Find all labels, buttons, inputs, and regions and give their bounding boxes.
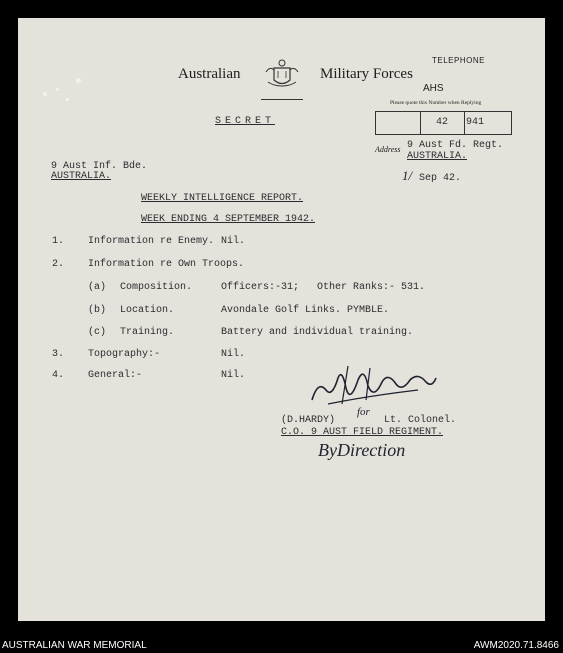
item-label: Information re Enemy.	[88, 236, 215, 247]
recipient-line-1: 9 Aust Inf. Bde.	[51, 161, 148, 172]
reference-number-box	[375, 111, 512, 135]
coat-of-arms-icon	[262, 58, 302, 95]
letterhead-left: Australian	[178, 66, 241, 82]
reply-note: Please quote this Number when Replying	[390, 100, 482, 106]
subitem-letter: (b)	[88, 305, 107, 316]
address-line-1: 9 Aust Fd. Regt.	[407, 140, 504, 151]
date-rest: Sep 42.	[419, 173, 462, 184]
item-label: General:-	[88, 370, 143, 381]
date-day-handwritten: 1/	[402, 168, 413, 183]
telephone-label: TELEPHONE	[432, 56, 485, 65]
signatory-rank: Lt. Colonel.	[384, 415, 457, 426]
subitem-value: Officers:-31; Other Ranks:- 531.	[221, 282, 426, 293]
classification: SECRET	[215, 116, 276, 127]
reference-number: 42	[436, 117, 449, 128]
address-line-2: AUSTRALIA.	[407, 151, 468, 162]
letterhead-rule	[261, 99, 303, 100]
punch-hole	[76, 78, 81, 83]
punch-hole	[66, 98, 69, 101]
item-number: 1.	[52, 236, 65, 247]
for-handwritten: for	[357, 406, 370, 418]
archive-reference: AWM2020.71.8466	[473, 640, 559, 651]
item-number: 4.	[52, 370, 65, 381]
item-value: Nil.	[221, 349, 246, 360]
archive-credit: AUSTRALIAN WAR MEMORIAL	[2, 640, 147, 651]
signatory-name: (D.HARDY)	[281, 415, 336, 426]
item-number: 2.	[52, 259, 65, 270]
report-title: WEEKLY INTELLIGENCE REPORT.	[141, 193, 304, 204]
subitem-letter: (c)	[88, 327, 107, 338]
punch-hole	[43, 92, 47, 96]
telephone-value: AHS	[423, 83, 444, 94]
subitem-label: Training.	[120, 327, 175, 338]
subitem-value: Avondale Golf Links. PYMBLE.	[221, 305, 390, 316]
letterhead-right: Military Forces	[320, 66, 413, 82]
subitem-label: Composition.	[120, 282, 193, 293]
item-value: Nil.	[221, 236, 246, 247]
item-label: Topography:-	[88, 349, 161, 360]
report-subtitle: WEEK ENDING 4 SEPTEMBER 1942.	[141, 214, 316, 225]
by-direction-handwritten: ByDirection	[318, 440, 406, 460]
subitem-letter: (a)	[88, 282, 107, 293]
handwritten-signature-icon	[308, 360, 438, 415]
subitem-value: Battery and individual training.	[221, 327, 414, 338]
reference-suffix: 941	[466, 117, 485, 128]
item-number: 3.	[52, 349, 65, 360]
document-paper	[18, 18, 545, 621]
item-label: Information re Own Troops.	[88, 259, 245, 270]
punch-hole	[56, 88, 59, 91]
address-label: Address	[375, 145, 401, 154]
recipient-line-2: AUSTRALIA.	[51, 171, 112, 182]
subitem-label: Location.	[120, 305, 175, 316]
item-value: Nil.	[221, 370, 246, 381]
signatory-title: C.O. 9 AUST FIELD REGIMENT.	[281, 427, 444, 438]
